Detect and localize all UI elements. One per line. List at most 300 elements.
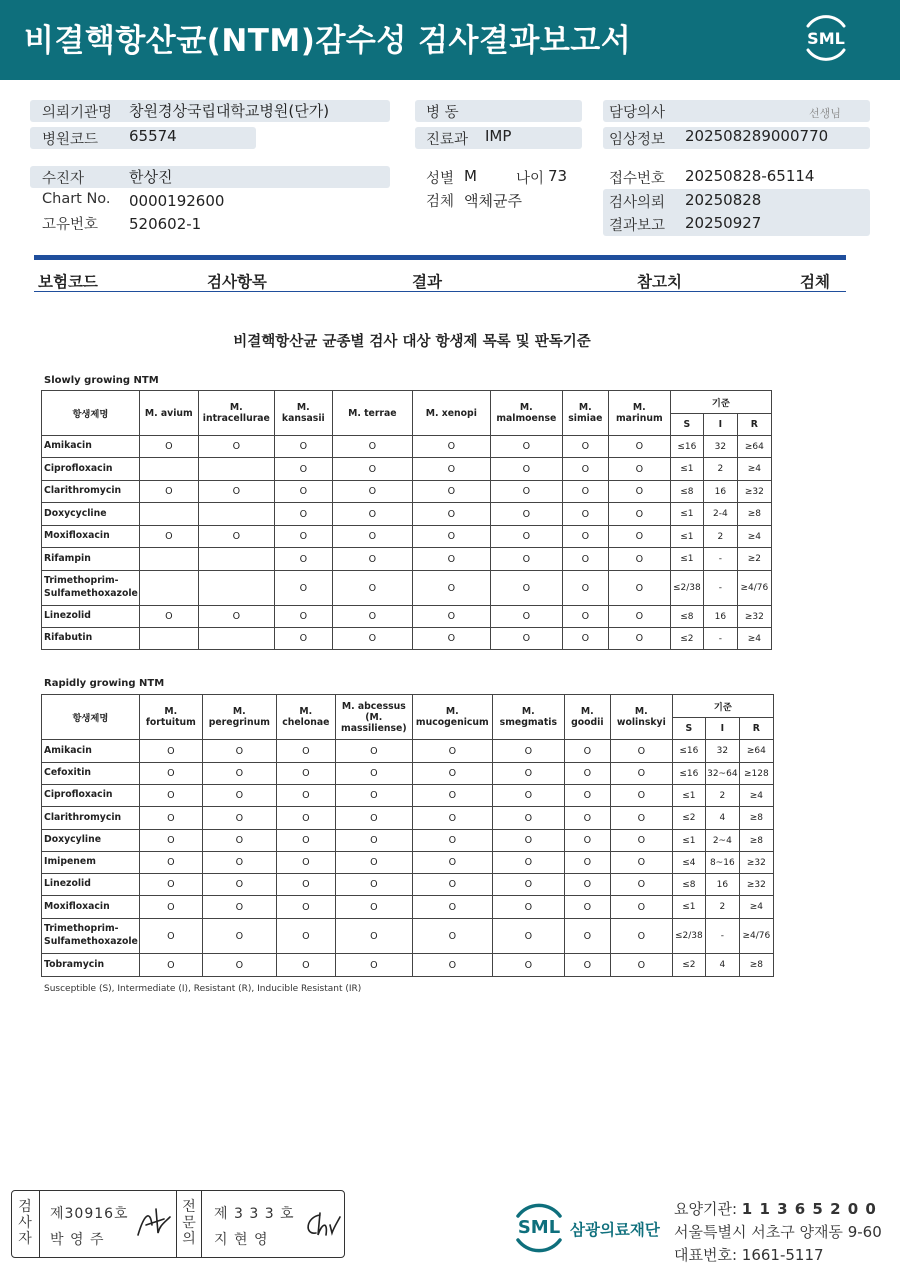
test-mark: O [139,481,198,503]
drug-name: Clarithromycin [42,807,140,830]
legend-note: Susceptible (S), Intermediate (I), Resistant (R), Inducible Resistant (IR) [44,984,362,994]
test-mark: O [274,606,332,628]
test-mark: O [492,785,564,807]
test-mark: O [335,919,412,954]
test-mark: O [139,526,198,548]
species-header: M. marinum [608,391,670,436]
test-mark: O [335,830,412,852]
criteria-i: 2~4 [705,830,739,852]
test-mark: O [139,830,202,852]
test-mark: O [276,785,335,807]
test-mark: O [490,436,562,458]
test-mark [139,458,198,481]
clinical-value: 202508289000770 [685,127,829,145]
test-mark: O [335,807,412,830]
test-mark: O [274,503,332,526]
test-mark: O [562,628,608,650]
test-mark: O [564,874,610,896]
table-row [42,503,772,526]
test-mark: O [492,807,564,830]
hospital-code-value: 65574 [129,127,177,145]
slow-section-title: Slowly growing NTM [44,375,159,386]
criteria-s: ≤1 [672,785,705,807]
header-underline [34,291,846,292]
test-mark: O [412,896,492,919]
test-mark [139,628,198,650]
table-row [42,458,772,481]
requester-value: 창원경상국립대학교병원(단가) [129,102,330,120]
dept-value: IMP [485,127,512,145]
test-mark [198,503,274,526]
test-mark: O [202,896,276,919]
request-value: 20250828 [685,191,762,209]
table-row [42,954,774,977]
test-mark [198,628,274,650]
test-mark: O [202,763,276,785]
species-header: M. smegmatis [492,695,564,740]
test-mark: O [202,807,276,830]
test-mark: O [564,740,610,763]
test-mark: O [564,763,610,785]
doctor-label: 담당의사 [609,105,666,121]
criteria-r: ≥4/76 [737,571,771,606]
test-mark: O [490,503,562,526]
criteria-i: 16 [705,874,739,896]
criteria-r: ≥4 [737,458,771,481]
test-mark [198,548,274,571]
org-name: 삼광의료재단 [570,1221,660,1239]
species-header: M. malmoense [490,391,562,436]
test-mark: O [610,954,672,977]
criteria-r: ≥4/76 [739,919,773,954]
test-mark [139,571,198,606]
criteria-i: 2 [703,458,737,481]
test-mark: O [412,628,490,650]
criteria-r: ≥8 [739,830,773,852]
criteria-i: 8~16 [705,852,739,874]
drug-name: Tobramycin [42,954,140,977]
examiner-name: 박 영 주 [50,1232,105,1248]
test-mark: O [139,896,202,919]
drug-name: Doxycyline [42,830,140,852]
test-mark: O [276,807,335,830]
test-mark: O [335,896,412,919]
criteria-r: ≥4 [737,526,771,548]
criteria-i: 2-4 [703,503,737,526]
test-mark: O [139,785,202,807]
test-mark: O [332,548,412,571]
test-mark: O [202,785,276,807]
test-mark: O [412,852,492,874]
criteria-s: ≤1 [670,548,703,571]
table-row [42,740,774,763]
test-mark: O [610,740,672,763]
test-mark: O [139,807,202,830]
criteria-i: - [703,628,737,650]
table-row [42,807,774,830]
test-mark: O [276,830,335,852]
test-mark: O [490,628,562,650]
criteria-s: ≤1 [672,830,705,852]
sex-value: M [464,167,477,185]
drug-name: Ciprofloxacin [42,458,140,481]
i-header: I [703,414,737,436]
r-header: R [737,414,771,436]
section-rule [34,255,846,260]
col-item: 검사항목 [207,273,267,291]
test-mark: O [332,503,412,526]
test-mark: O [492,954,564,977]
slow-ntm-table [41,390,772,650]
criteria-i: 2 [705,785,739,807]
test-mark: O [608,628,670,650]
criteria-i: 16 [703,606,737,628]
criteria-r: ≥32 [737,606,771,628]
report-title: 비결핵항산균(NTM)감수성 검사결과보고서 [24,23,632,59]
examiner-number: 제30916호 [50,1206,129,1222]
species-header: M. mucogenicum [412,695,492,740]
species-header: M. intracellurae [198,391,274,436]
test-mark: O [276,919,335,954]
test-mark: O [562,481,608,503]
table-row [42,896,774,919]
drug-name: Cefoxitin [42,763,140,785]
drug-name: Amikacin [42,740,140,763]
species-header: M. chelonae [276,695,335,740]
table-row [42,436,772,458]
criteria-s: ≤1 [670,526,703,548]
test-mark: O [412,526,490,548]
test-mark: O [608,436,670,458]
species-header: M. abcessus (M. massiliense) [335,695,412,740]
test-mark: O [412,571,490,606]
drug-name: Imipenem [42,852,140,874]
criteria-s: ≤8 [672,874,705,896]
test-mark: O [490,606,562,628]
test-mark: O [564,852,610,874]
specimen-label: 검체 [426,194,455,210]
examiner-signature [134,1205,174,1239]
table-row [42,785,774,807]
r-header: R [739,718,773,740]
criteria-r: ≥8 [737,503,771,526]
test-mark: O [608,606,670,628]
test-mark: O [412,785,492,807]
test-mark: O [139,606,198,628]
test-mark: O [610,874,672,896]
criteria-i: 2 [705,896,739,919]
patient-value: 한상진 [129,168,173,186]
species-header: M. fortuitum [139,695,202,740]
test-mark: O [276,740,335,763]
slow-table-body [42,436,772,650]
criteria-r: ≥32 [739,874,773,896]
criteria-i: 4 [705,954,739,977]
test-mark: O [608,481,670,503]
test-mark: O [492,896,564,919]
test-mark [198,458,274,481]
report-header [0,0,900,80]
receipt-label: 접수번호 [609,171,666,187]
test-mark: O [412,481,490,503]
test-mark: O [139,852,202,874]
test-mark: O [139,763,202,785]
test-mark: O [564,896,610,919]
test-mark: O [412,763,492,785]
ward-label: 병 동 [426,105,459,121]
drug-name: Amikacin [42,436,140,458]
test-mark: O [608,458,670,481]
test-mark: O [490,481,562,503]
criteria-s: ≤4 [672,852,705,874]
criteria-i: 4 [705,807,739,830]
test-mark: O [332,526,412,548]
criteria-r: ≥8 [739,954,773,977]
table-row [42,628,772,650]
test-mark: O [332,628,412,650]
col-specimen: 검체 [800,273,830,291]
table-row [42,919,774,954]
drug-name: Linezolid [42,606,140,628]
document-title: 비결핵항산균 균종별 검사 대상 항생제 목록 및 판독기준 [233,334,591,350]
test-mark [139,503,198,526]
test-mark: O [332,458,412,481]
test-mark: O [610,807,672,830]
test-mark: O [274,436,332,458]
s-header: S [670,414,703,436]
test-mark: O [198,436,274,458]
examiner-label: 검 사 자 [18,1199,32,1247]
test-mark: O [608,548,670,571]
drug-name: Rifampin [42,548,140,571]
criteria-i: - [705,919,739,954]
test-mark: O [335,740,412,763]
test-mark: O [198,481,274,503]
drug-name: Rifabutin [42,628,140,650]
test-mark: O [492,919,564,954]
criteria-header: 기준 [672,695,773,718]
criteria-i: 32 [703,436,737,458]
criteria-s: ≤16 [672,763,705,785]
sml-logo-icon [800,12,852,64]
specialist-name: 지 현 영 [214,1232,269,1248]
phone-label: 대표번호: [674,1246,738,1264]
test-mark: O [562,503,608,526]
criteria-r: ≥4 [737,628,771,650]
chart-value: 0000192600 [129,192,225,210]
test-mark: O [274,571,332,606]
criteria-s: ≤2/38 [670,571,703,606]
test-mark: O [274,628,332,650]
phone-value: 1661-5117 [741,1246,824,1264]
drug-name: Trimethoprim-Sulfamethoxazole [42,571,140,606]
test-mark: O [412,740,492,763]
species-header: M. goodii [564,695,610,740]
criteria-r: ≥32 [737,481,771,503]
sml-foundation-logo-text: SML [517,1217,561,1238]
criteria-r: ≥4 [739,896,773,919]
address: 서울특별시 서초구 양재동 9-60 [674,1223,882,1241]
drug-header: 항생제명 [42,695,140,740]
criteria-i: - [703,548,737,571]
test-mark: O [412,503,490,526]
table-row [42,763,774,785]
specimen-value: 액체균주 [464,192,522,210]
dept-label: 진료과 [426,132,469,148]
criteria-r: ≥128 [739,763,773,785]
chart-label: Chart No. [42,191,111,207]
test-mark: O [608,526,670,548]
test-mark: O [564,830,610,852]
test-mark: O [274,481,332,503]
test-mark: O [412,954,492,977]
test-mark: O [562,436,608,458]
drug-name: Linezolid [42,874,140,896]
test-mark: O [492,874,564,896]
table-row [42,526,772,548]
species-header: M. xenopi [412,391,490,436]
test-mark: O [490,526,562,548]
criteria-s: ≤1 [670,458,703,481]
specialist-signature [302,1207,342,1241]
test-mark: O [564,954,610,977]
species-header: M. peregrinum [202,695,276,740]
species-header: M. kansasii [274,391,332,436]
drug-name: Moxifloxacin [42,896,140,919]
criteria-header: 기준 [670,391,771,414]
test-mark: O [610,852,672,874]
specialist-number: 제 3 3 3 호 [214,1206,295,1222]
test-mark: O [492,740,564,763]
test-mark: O [139,740,202,763]
criteria-i: 32~64 [705,763,739,785]
test-mark: O [492,830,564,852]
col-reference: 참고치 [637,273,682,291]
test-mark: O [412,548,490,571]
test-mark: O [139,874,202,896]
criteria-i: 32 [705,740,739,763]
specialist-label-cell [176,1191,202,1257]
age-label: 나이 [516,171,545,187]
test-mark: O [276,874,335,896]
table-row [42,571,772,606]
test-mark: O [412,807,492,830]
criteria-r: ≥32 [739,852,773,874]
criteria-r: ≥64 [739,740,773,763]
criteria-s: ≤1 [672,896,705,919]
test-mark [139,548,198,571]
test-mark: O [562,526,608,548]
test-mark: O [490,571,562,606]
rapid-table-body [42,740,774,977]
test-mark: O [198,606,274,628]
test-mark: O [202,874,276,896]
drug-name: Ciprofloxacin [42,785,140,807]
drug-header: 항생제명 [42,391,140,436]
table-row [42,481,772,503]
criteria-s: ≤2 [672,807,705,830]
clinical-label: 임상정보 [609,132,666,148]
report-value: 20250927 [685,214,762,232]
request-label: 검사의뢰 [609,195,666,211]
drug-name: Moxifloxacin [42,526,140,548]
criteria-i: 16 [703,481,737,503]
test-mark: O [335,954,412,977]
test-mark: O [335,763,412,785]
species-header: M. simiae [562,391,608,436]
test-mark: O [335,852,412,874]
test-mark: O [562,458,608,481]
criteria-i: 2 [703,526,737,548]
criteria-s: ≤16 [670,436,703,458]
test-mark: O [412,919,492,954]
sml-logo-text: SML [807,29,845,48]
criteria-i: - [703,571,737,606]
test-mark: O [202,740,276,763]
test-mark: O [274,458,332,481]
doctor-suffix: 선생님 [809,107,841,120]
drug-name: Trimethoprim-Sulfamethoxazole [42,919,140,954]
test-mark: O [412,458,490,481]
test-mark: O [276,896,335,919]
sex-label: 성별 [426,171,455,187]
requester-label: 의뢰기관명 [42,105,113,121]
test-mark: O [564,785,610,807]
specialist-label: 전 문 의 [182,1199,196,1247]
unique-value: 520602-1 [129,215,202,233]
care-value: 1 1 3 6 5 2 0 0 [741,1200,877,1218]
test-mark: O [332,481,412,503]
criteria-s: ≤8 [670,481,703,503]
report-label: 결과보고 [609,218,666,234]
table-row [42,548,772,571]
unique-label: 고유번호 [42,217,99,233]
rapid-ntm-table [41,694,774,977]
test-mark: O [492,763,564,785]
test-mark: O [412,874,492,896]
criteria-r: ≥8 [739,807,773,830]
test-mark: O [564,919,610,954]
test-mark: O [198,526,274,548]
receipt-value: 20250828-65114 [685,167,815,185]
hospital-code-label: 병원코드 [42,132,99,148]
test-mark: O [490,458,562,481]
test-mark: O [202,919,276,954]
criteria-r: ≥2 [737,548,771,571]
test-mark: O [335,874,412,896]
test-mark: O [274,526,332,548]
criteria-s: ≤8 [670,606,703,628]
test-mark: O [139,954,202,977]
test-mark: O [276,852,335,874]
drug-name: Clarithromycin [42,481,140,503]
test-mark [198,571,274,606]
test-mark: O [274,548,332,571]
test-mark: O [412,606,490,628]
s-header: S [672,718,705,740]
test-mark: O [608,571,670,606]
test-mark: O [562,548,608,571]
criteria-s: ≤2 [670,628,703,650]
test-mark: O [276,763,335,785]
test-mark: O [610,785,672,807]
col-result: 결과 [412,273,442,291]
table-row [42,606,772,628]
test-mark: O [412,436,490,458]
species-header: M. wolinskyi [610,695,672,740]
i-header: I [705,718,739,740]
test-mark: O [492,852,564,874]
